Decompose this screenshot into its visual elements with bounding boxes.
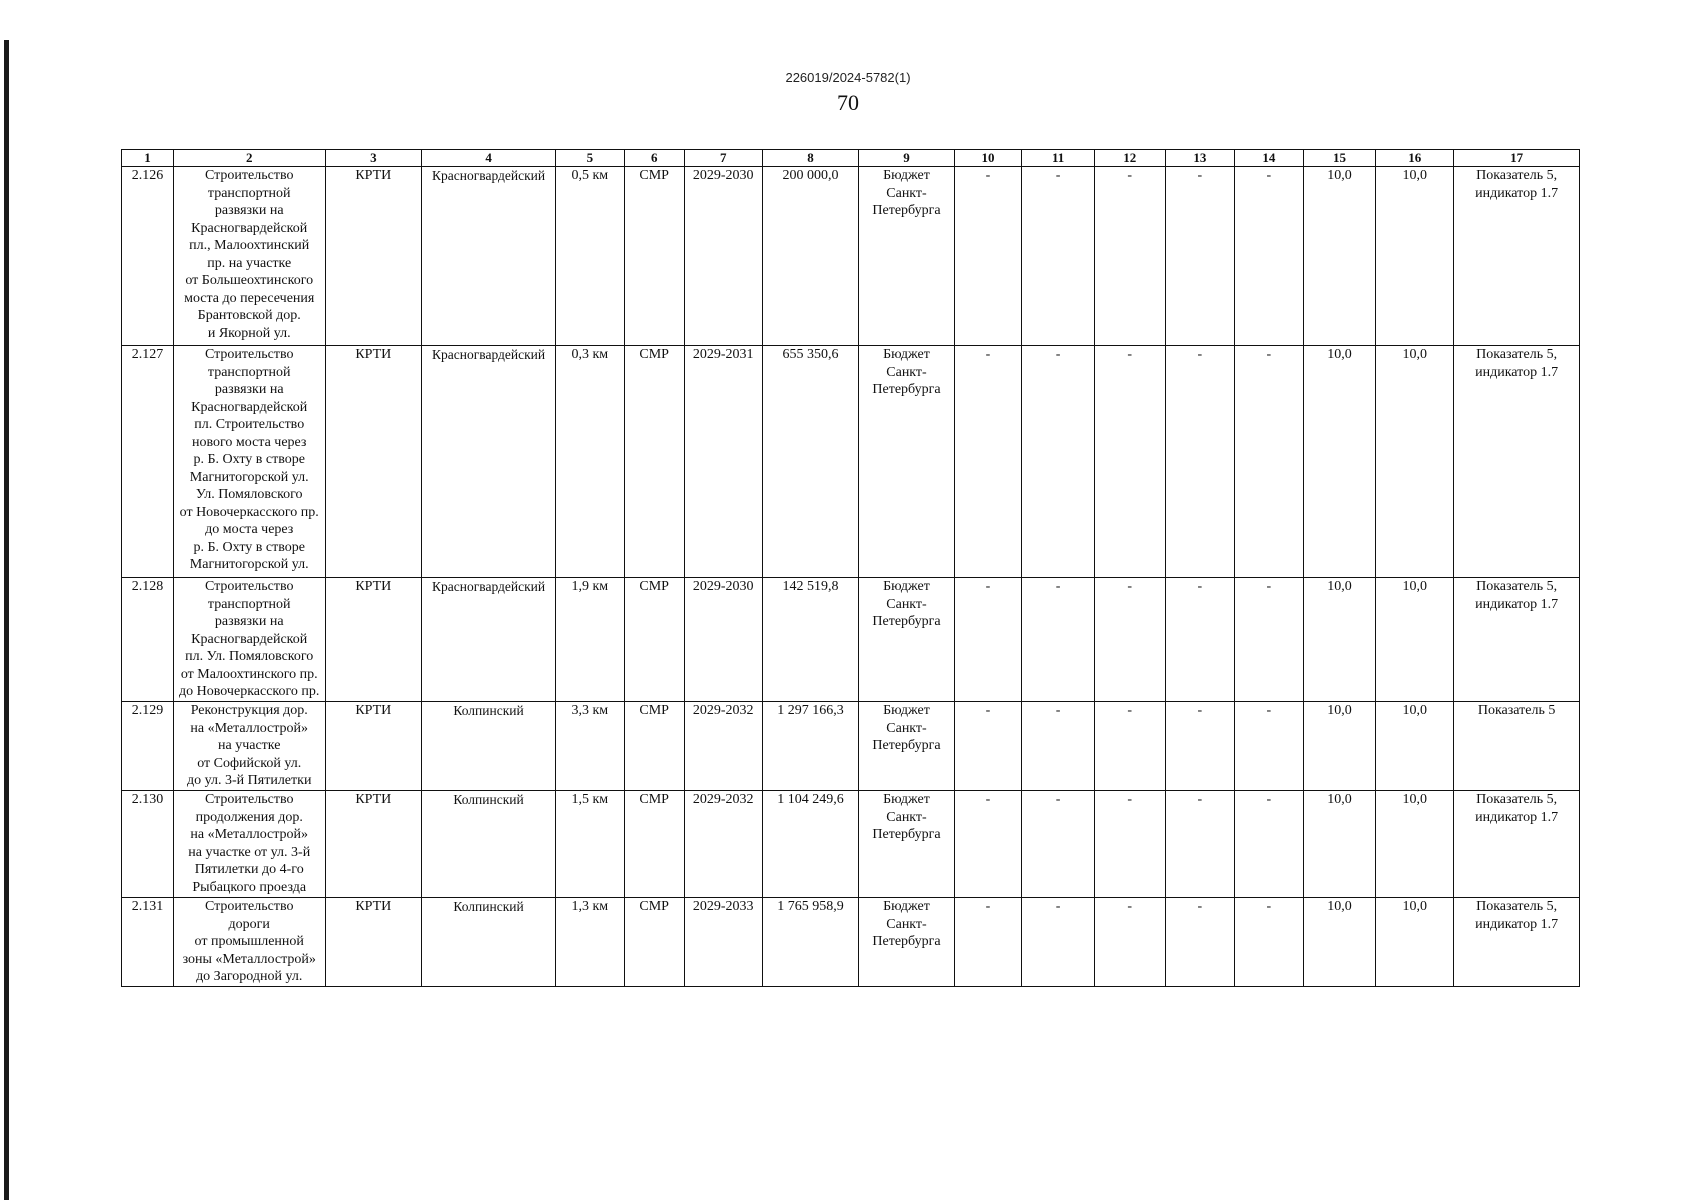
scan-edge-mark xyxy=(4,40,9,1200)
table-cell: 3,3 км xyxy=(556,702,625,791)
table-cell: - xyxy=(954,702,1022,791)
table-cell: - xyxy=(1094,791,1165,898)
table-cell: СМР xyxy=(624,791,684,898)
page-number: 70 xyxy=(837,90,859,115)
table-cell: - xyxy=(1022,791,1095,898)
table-row xyxy=(122,791,1580,898)
column-header: 10 xyxy=(954,150,1022,167)
table-cell: 1 765 958,9 xyxy=(762,898,859,987)
column-header: 14 xyxy=(1235,150,1304,167)
table-row xyxy=(122,346,1580,578)
table-cell: КРТИ xyxy=(325,791,422,898)
table-cell: - xyxy=(954,578,1022,702)
table-cell: - xyxy=(1235,702,1304,791)
table-cell: Показатель 5 xyxy=(1454,702,1580,791)
header-row xyxy=(122,150,1580,167)
table-cell: Красногвардейский xyxy=(422,167,556,346)
table-cell: Строительство транспортной развязки на Красногвардейской пл. Строительство нового моста через р. Б. Охту в створе Магнитогорской ул. Ул. Помяловского от Новочеркасского пр. до моста через р. Б. Охту в створе Магнитогорской ул. xyxy=(173,346,325,578)
table-cell: - xyxy=(1165,167,1235,346)
table-cell: - xyxy=(1094,167,1165,346)
table-cell: - xyxy=(1235,898,1304,987)
table-cell: 10,0 xyxy=(1303,346,1376,578)
table-cell: - xyxy=(1165,702,1235,791)
column-header: 6 xyxy=(624,150,684,167)
column-header: 11 xyxy=(1022,150,1095,167)
table-cell: 1,3 км xyxy=(556,898,625,987)
table-cell: - xyxy=(1235,791,1304,898)
column-header: 9 xyxy=(859,150,955,167)
table-cell: Строительство продолжения дор. на «Металлострой» на участке от ул. 3-й Пятилетки до 4-го Рыбацкого проезда xyxy=(173,791,325,898)
column-header: 8 xyxy=(762,150,859,167)
table-cell: - xyxy=(1022,578,1095,702)
table-cell: СМР xyxy=(624,578,684,702)
table-cell: - xyxy=(1022,167,1095,346)
table-cell: Бюджет Санкт-Петербурга xyxy=(859,167,955,346)
table-cell: - xyxy=(1235,578,1304,702)
column-header: 7 xyxy=(684,150,762,167)
table-cell: - xyxy=(1094,702,1165,791)
column-header: 12 xyxy=(1094,150,1165,167)
table-cell: Строительство транспортной развязки на Красногвардейской пл. Ул. Помяловского от Малоохтинского пр. до Новочеркасского пр. xyxy=(173,578,325,702)
table-row xyxy=(122,898,1580,987)
column-header: 1 xyxy=(122,150,174,167)
table-cell: 2029-2030 xyxy=(684,167,762,346)
table-cell: КРТИ xyxy=(325,578,422,702)
table-cell: - xyxy=(954,346,1022,578)
table-cell: - xyxy=(1165,898,1235,987)
column-header: 13 xyxy=(1165,150,1235,167)
table-row xyxy=(122,702,1580,791)
table-cell: - xyxy=(1022,702,1095,791)
table-cell: Бюджет Санкт-Петербурга xyxy=(859,791,955,898)
table-cell: Строительство дороги от промышленной зоны «Металлострой» до Загородной ул. xyxy=(173,898,325,987)
table-cell: Показатель 5, индикатор 1.7 xyxy=(1454,346,1580,578)
table-cell: Показатель 5, индикатор 1.7 xyxy=(1454,167,1580,346)
table-row xyxy=(122,578,1580,702)
table-cell: - xyxy=(1165,791,1235,898)
table-cell: - xyxy=(1022,898,1095,987)
table-cell: 0,3 км xyxy=(556,346,625,578)
table-cell: 10,0 xyxy=(1376,578,1454,702)
table-cell: 2029-2031 xyxy=(684,346,762,578)
table-cell: Красногвардейский xyxy=(422,578,556,702)
table-cell: 2.126 xyxy=(122,167,174,346)
table-cell: - xyxy=(1094,346,1165,578)
table-cell: 2.131 xyxy=(122,898,174,987)
table-cell: 10,0 xyxy=(1376,702,1454,791)
table-cell: Красногвардейский xyxy=(422,346,556,578)
column-header: 3 xyxy=(325,150,422,167)
table-cell: Колпинский xyxy=(422,791,556,898)
column-header: 17 xyxy=(1454,150,1580,167)
table-cell: - xyxy=(954,167,1022,346)
table-cell: Бюджет Санкт-Петербурга xyxy=(859,346,955,578)
table-cell: Бюджет Санкт-Петербурга xyxy=(859,578,955,702)
table-cell: 10,0 xyxy=(1303,791,1376,898)
table-cell: - xyxy=(1022,346,1095,578)
table-cell: - xyxy=(1165,578,1235,702)
table-cell: 2029-2032 xyxy=(684,702,762,791)
table-cell: КРТИ xyxy=(325,167,422,346)
table-cell: Реконструкция дор. на «Металлострой» на участке от Софийской ул. до ул. 3-й Пятилетки xyxy=(173,702,325,791)
table-cell: Строительство транспортной развязки на Красногвардейской пл., Малоохтинский пр. на участке от Большеохтинского моста до пересечения Брантовской дор. и Якорной ул. xyxy=(173,167,325,346)
table-cell: Показатель 5, индикатор 1.7 xyxy=(1454,791,1580,898)
table-cell: 655 350,6 xyxy=(762,346,859,578)
table-cell: - xyxy=(1094,898,1165,987)
document-id: 226019/2024-5782(1) xyxy=(785,70,911,85)
table-cell: КРТИ xyxy=(325,702,422,791)
table-cell: 0,5 км xyxy=(556,167,625,346)
table-cell: 10,0 xyxy=(1303,898,1376,987)
table-row xyxy=(122,167,1580,346)
table-cell: СМР xyxy=(624,702,684,791)
table-cell: СМР xyxy=(624,167,684,346)
column-header: 15 xyxy=(1303,150,1376,167)
table-cell: 10,0 xyxy=(1303,578,1376,702)
table-cell: 1 104 249,6 xyxy=(762,791,859,898)
table-cell: - xyxy=(954,791,1022,898)
table-cell: КРТИ xyxy=(325,898,422,987)
data-table xyxy=(121,149,1580,987)
table-cell: 2029-2030 xyxy=(684,578,762,702)
table-cell: 142 519,8 xyxy=(762,578,859,702)
table-cell: Показатель 5, индикатор 1.7 xyxy=(1454,898,1580,987)
table-body xyxy=(122,167,1580,987)
table-cell: 200 000,0 xyxy=(762,167,859,346)
table-cell: 10,0 xyxy=(1376,167,1454,346)
table-cell: - xyxy=(1165,346,1235,578)
table-cell: 2029-2033 xyxy=(684,898,762,987)
table-cell: Бюджет Санкт-Петербурга xyxy=(859,702,955,791)
table-cell: - xyxy=(1094,578,1165,702)
column-header: 16 xyxy=(1376,150,1454,167)
table-cell: СМР xyxy=(624,898,684,987)
table-cell: Бюджет Санкт-Петербурга xyxy=(859,898,955,987)
table-cell: 10,0 xyxy=(1303,702,1376,791)
table-cell: 10,0 xyxy=(1376,346,1454,578)
table-cell: Показатель 5, индикатор 1.7 xyxy=(1454,578,1580,702)
table-cell: 1,9 км xyxy=(556,578,625,702)
column-header: 2 xyxy=(173,150,325,167)
table-cell: 10,0 xyxy=(1376,791,1454,898)
table-cell: 1 297 166,3 xyxy=(762,702,859,791)
column-header: 5 xyxy=(556,150,625,167)
table-cell: 2.128 xyxy=(122,578,174,702)
table-cell: - xyxy=(1235,167,1304,346)
table-cell: КРТИ xyxy=(325,346,422,578)
table-cell: Колпинский xyxy=(422,898,556,987)
table-cell: Колпинский xyxy=(422,702,556,791)
table-cell: 2.129 xyxy=(122,702,174,791)
table-cell: - xyxy=(954,898,1022,987)
table-cell: 2.130 xyxy=(122,791,174,898)
table-cell: - xyxy=(1235,346,1304,578)
table-cell: 1,5 км xyxy=(556,791,625,898)
table-cell: 2029-2032 xyxy=(684,791,762,898)
table-cell: 10,0 xyxy=(1376,898,1454,987)
table-cell: 10,0 xyxy=(1303,167,1376,346)
column-header: 4 xyxy=(422,150,556,167)
table-cell: СМР xyxy=(624,346,684,578)
table-cell: 2.127 xyxy=(122,346,174,578)
